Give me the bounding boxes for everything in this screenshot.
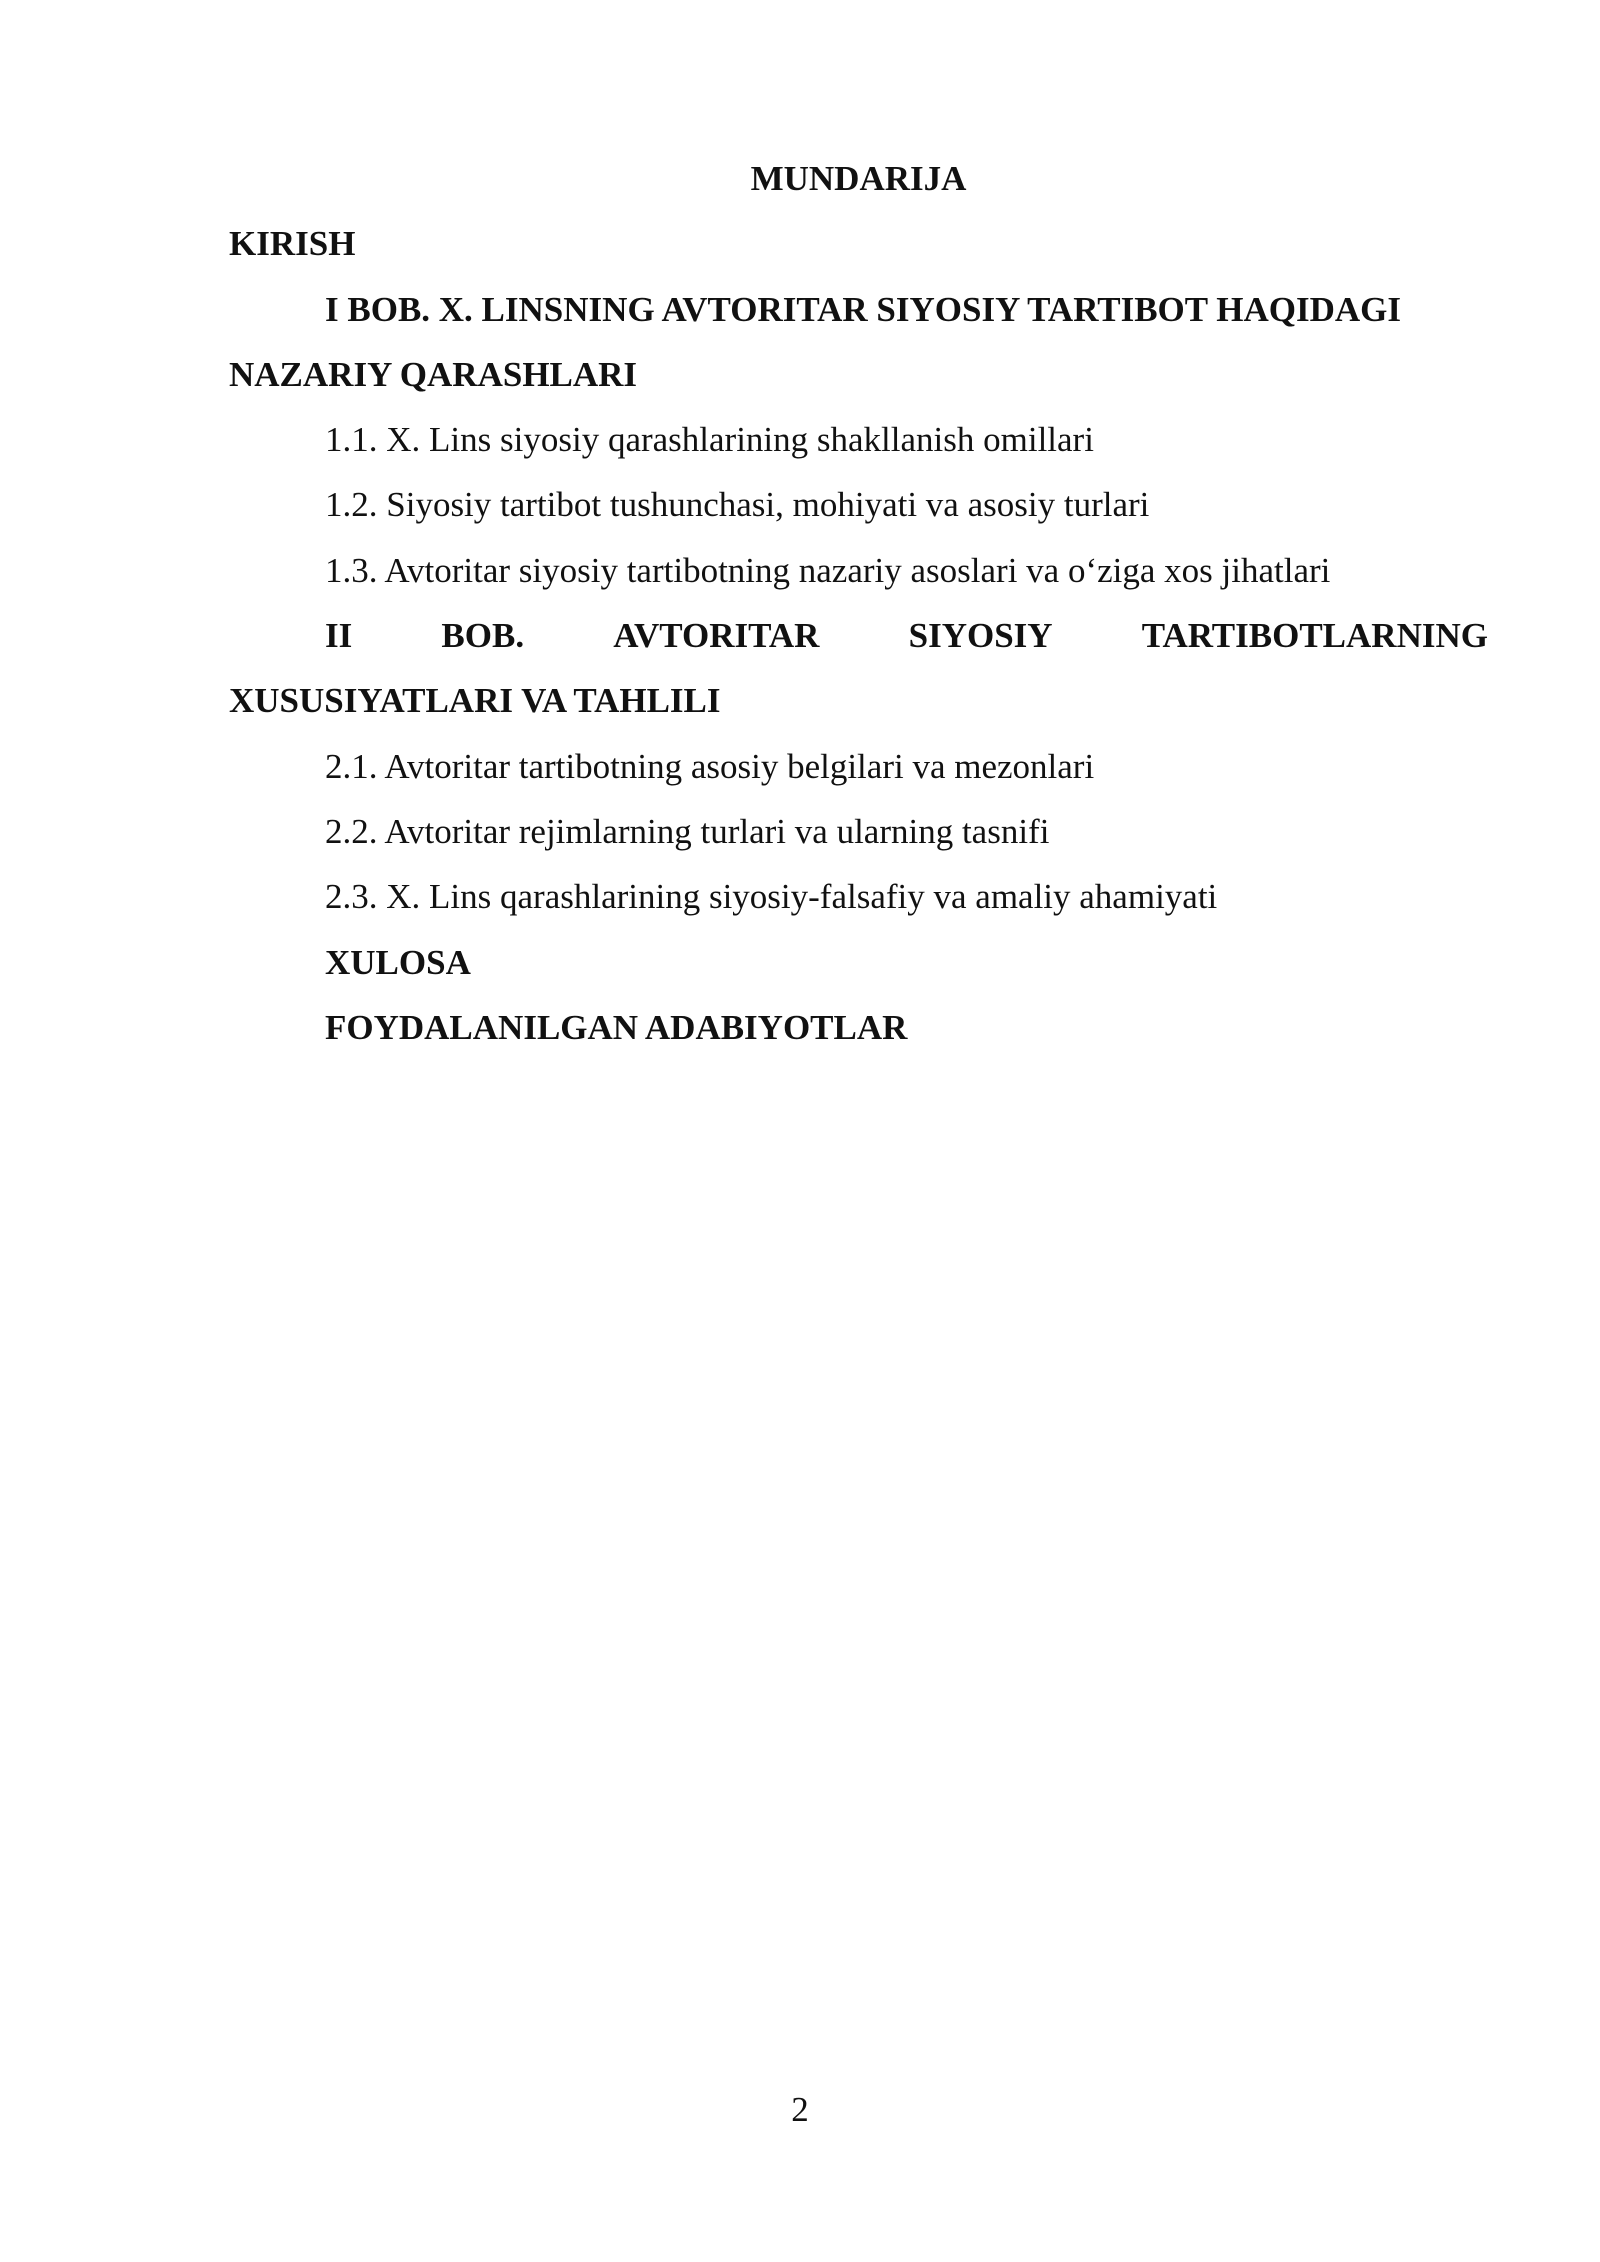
toc-section-1-1: 1.1. X. Lins siyosiy qarashlarining shakllanish omillari: [325, 420, 1094, 460]
table-of-contents: [229, 146, 1488, 1060]
toc-chapter2-word: II: [325, 616, 353, 656]
toc-section-1-3: 1.3. Avtoritar siyosiy tartibotning nazariy asoslari va o‘ziga xos jihatlari: [325, 550, 1331, 590]
toc-chapter1-heading-cont: NAZARIY QARASHLARI: [229, 354, 638, 394]
toc-chapter2-word: TARTIBOTLARNING: [1141, 616, 1488, 656]
toc-chapter2-heading-cont: XUSUSIYATLARI VA TAHLILI: [229, 681, 721, 721]
toc-intro: KIRISH: [229, 224, 356, 264]
toc-chapter2-word: BOB.: [441, 616, 525, 656]
toc-chapter1-heading: I BOB. X. LINSNING AVTORITAR SIYOSIY TARTIBOT HAQIDAGI: [325, 289, 1401, 329]
toc-section-2-3: 2.3. X. Lins qarashlarining siyosiy-falsafiy va amaliy ahamiyati: [325, 877, 1218, 917]
toc-chapter2-word: SIYOSIY: [908, 616, 1053, 656]
toc-section-2-2: 2.2. Avtoritar rejimlarning turlari va ularning tasnifi: [325, 811, 1050, 851]
toc-title: MUNDARIJA: [750, 159, 967, 198]
page-number: 2: [791, 2090, 809, 2129]
toc-chapter2-heading: [229, 603, 1488, 668]
toc-conclusion: XULOSA: [325, 942, 471, 982]
toc-section-2-1: 2.1. Avtoritar tartibotning asosiy belgilari va mezonlari: [325, 746, 1095, 786]
toc-references: FOYDALANILGAN ADABIYOTLAR: [325, 1007, 908, 1047]
toc-chapter2-word: AVTORITAR: [613, 616, 820, 656]
toc-section-1-2: 1.2. Siyosiy tartibot tushunchasi, mohiyati va asosiy turlari: [325, 485, 1150, 525]
